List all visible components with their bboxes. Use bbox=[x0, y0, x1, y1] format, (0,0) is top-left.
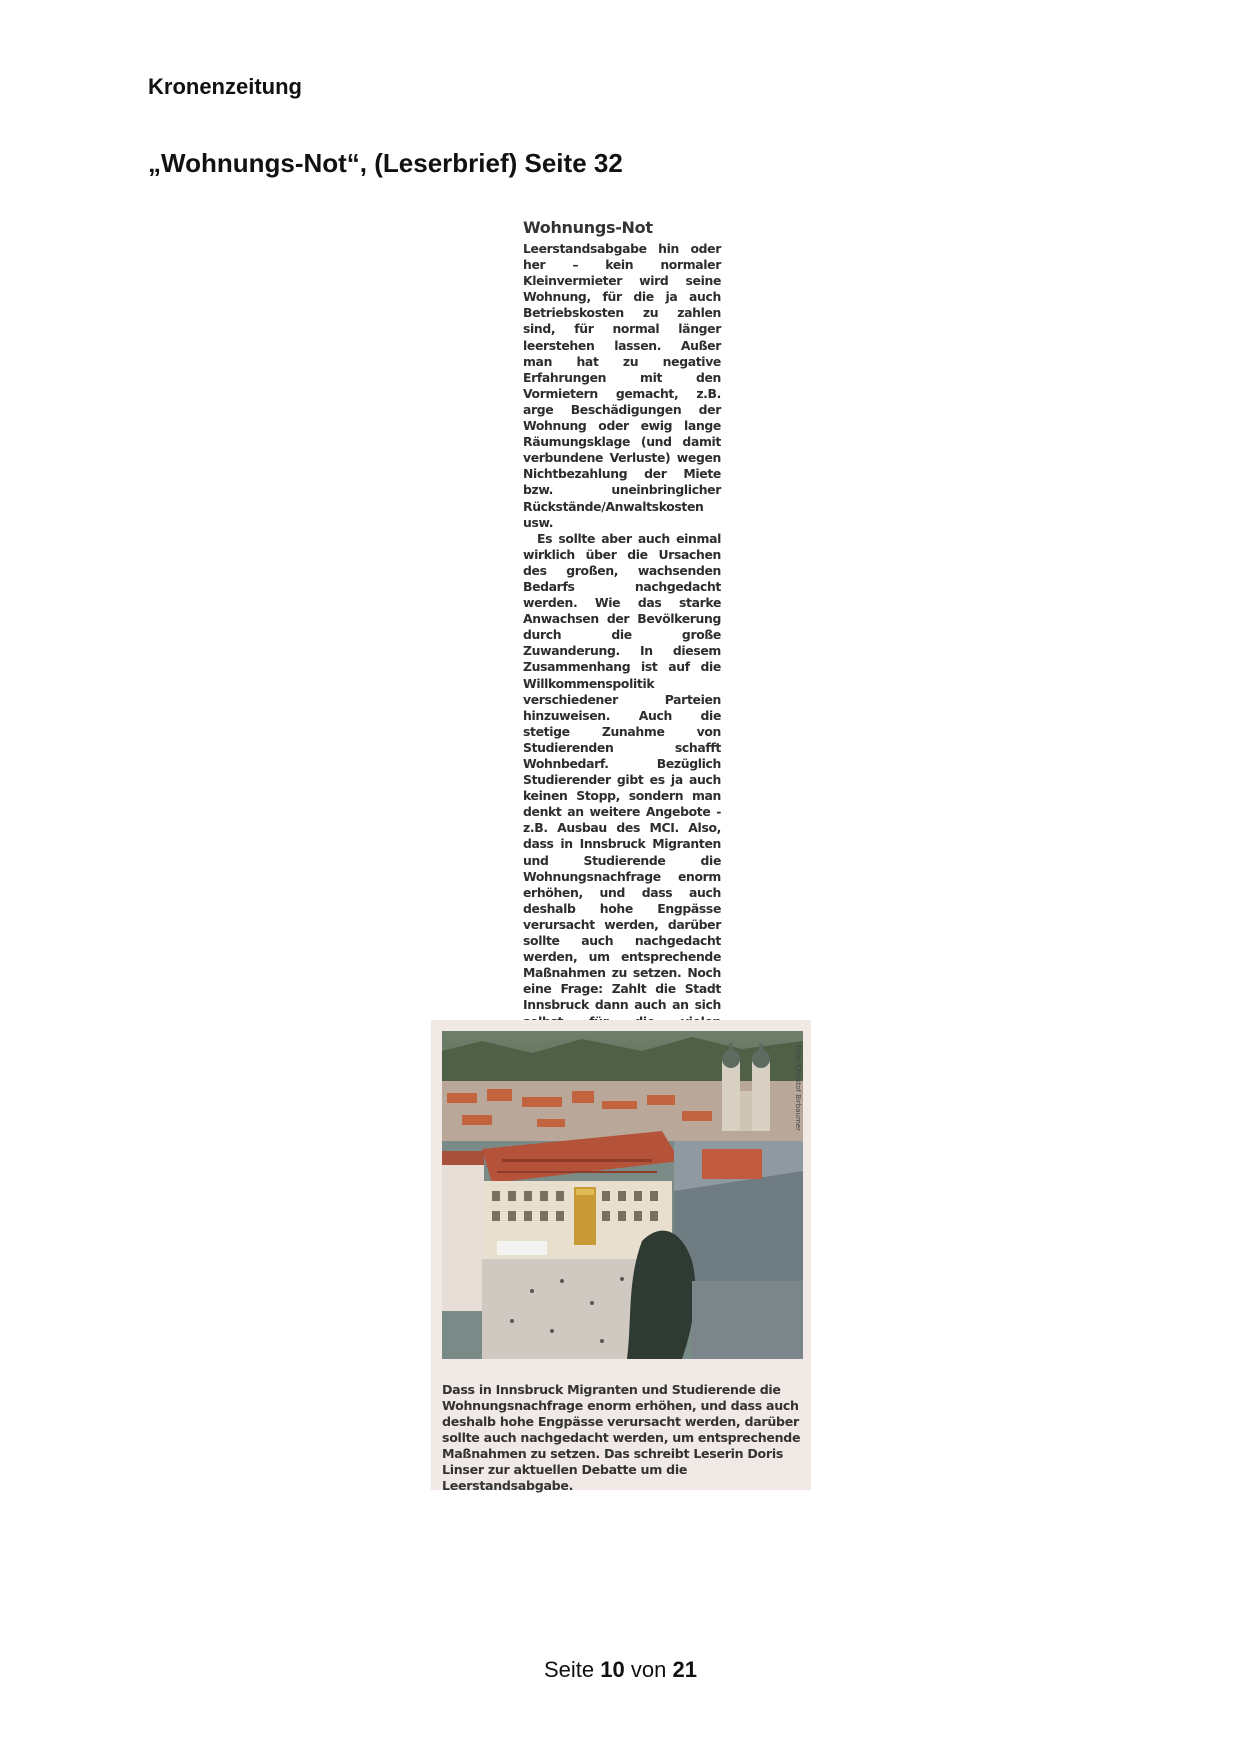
innsbruck-aerial-illustration bbox=[442, 1031, 803, 1359]
article-paragraph: Es sollte aber auch einmal wirklich über die Ursachen des großen, wachsenden Bedarfs nachgedacht werden. Wie das starke Anwachsen der Bevölkerung durch die große Zuwanderung. In diesem Zusammenhang ist auf die Willkommenspolitik verschiedener Parteien hinzuweisen. Auch die stetige Zunahme von Studierenden schafft Wohnbedarf. Bezüglich Studierender gibt es ja auch keinen Stopp, sondern man denkt an weitere Angebote - z.B. Ausbau des MCI. Also, dass in Innsbruck Migranten und Studierende die Wohnungsnachfrage enorm erhöhen, und dass auch deshalb hohe Engpässe verursacht werden, darüber sollte auch nachgedacht werden, um entsprechende Maßnahmen zu setzen. Noch eine Frage: Zahlt die Stadt Innsbruck dann auch an sich bbox=[523, 530, 721, 1013]
footer-middle: von bbox=[630, 1657, 667, 1682]
innsbruck-photo bbox=[442, 1031, 803, 1359]
left-buildings bbox=[442, 1161, 484, 1311]
photo-caption: Dass in Innsbruck Migranten und Studierende die Wohnungsnachfrage enorm erhöhen, und dass auch deshalb hohe Engpässe verursacht werden, darüber sollte auch nachgedacht werden, um entsprechende Maßnahmen zu setzen. Das schreibt Leserin Doris Linser zur aktuellen Debatte um die Leerstandsabgabe. bbox=[442, 1382, 801, 1493]
cafe-umbrellas bbox=[497, 1241, 547, 1255]
golden-roof-highlight bbox=[576, 1189, 594, 1195]
page-headline: „Wohnungs-Not“, (Leserbrief) Seite 32 bbox=[148, 148, 623, 178]
footer-prefix: Seite bbox=[544, 1657, 595, 1682]
current-page-number: 10 bbox=[600, 1657, 625, 1682]
golden-roof bbox=[574, 1187, 596, 1245]
total-pages: 21 bbox=[672, 1657, 697, 1682]
article-body bbox=[523, 241, 721, 1078]
photo-credit: Foto: Christof Birbaumer bbox=[794, 1045, 802, 1131]
article-paragraph: Leerstandsabgabe hin oder her – kein normaler Kleinvermieter wird seine Wohnung, für die ja auch Betriebskosten zu zahlen sind, für normal länger leerstehen lassen. Außer man hat zu negative Erfahrungen mit den Vormietern gemacht, z.B. arge Beschädigungen der Wohnung oder ewig lange Räumungsklage (und damit verbundene Verluste) wegen Nichtbezahlung der Miete bzw. uneinbringlicher Rückstände/Anwaltskosten usw. bbox=[523, 241, 721, 530]
page-footer bbox=[0, 1657, 1241, 1683]
left-roof bbox=[442, 1151, 484, 1165]
right-red-roof bbox=[702, 1149, 762, 1179]
foreground-roof bbox=[692, 1281, 803, 1359]
source-label: Kronenzeitung bbox=[148, 74, 302, 99]
article-clipping bbox=[523, 218, 721, 1092]
article-title: Wohnungs-Not bbox=[523, 218, 653, 237]
photo-panel bbox=[431, 1020, 811, 1493]
